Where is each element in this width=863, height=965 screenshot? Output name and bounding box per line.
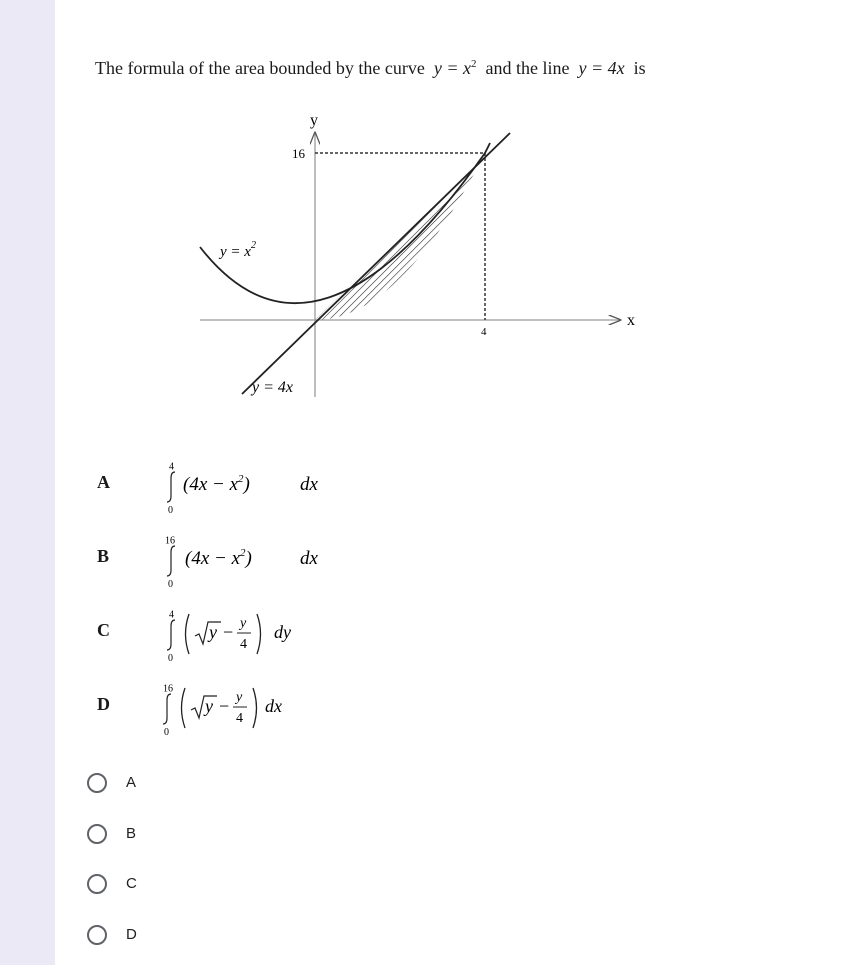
minus-sign: − — [219, 696, 230, 716]
differential: dx — [265, 696, 282, 716]
choice-c[interactable] — [84, 872, 384, 902]
differential: dx — [300, 474, 318, 495]
line-label: y = 4x — [252, 379, 293, 396]
line-4x — [242, 133, 510, 394]
close-paren: ) — [243, 474, 250, 495]
right-paren — [253, 688, 257, 728]
upper-limit: 16 — [163, 683, 173, 695]
option-c-formula — [157, 606, 417, 666]
choice-label: A — [126, 774, 137, 791]
minus-sign: − — [223, 622, 234, 642]
question-prefix: The formula of the area bounded by the curve — [95, 58, 425, 78]
frac-den: 4 — [240, 637, 247, 652]
x-axis-label: x — [627, 312, 635, 329]
exponent: 2 — [240, 547, 246, 559]
choice-label: D — [126, 926, 137, 943]
shaded-region — [315, 153, 485, 320]
sqrt-sign — [195, 622, 221, 644]
left-paren — [182, 688, 186, 728]
close-paren: ) — [245, 548, 252, 569]
differential: dx — [300, 548, 318, 569]
option-letter: A — [97, 472, 110, 492]
choice-label: C — [126, 875, 137, 892]
x-tick-4: 4 — [481, 326, 487, 338]
svg-text:(4x − x2) — [183, 473, 250, 495]
upper-limit: 4 — [169, 461, 174, 473]
integral-sign — [167, 472, 175, 502]
curve-label: $y = x^2$ — [220, 240, 256, 260]
area-graph — [190, 105, 650, 405]
radio-circle-icon[interactable] — [87, 824, 107, 844]
lower-limit: 0 — [168, 505, 173, 516]
integral-sign — [167, 546, 175, 576]
option-letter: D — [97, 694, 110, 714]
parabola-curve — [200, 143, 490, 303]
curve-eq-y: y — [433, 58, 442, 78]
upper-limit: 4 — [169, 609, 174, 621]
lower-limit: 0 — [168, 579, 173, 590]
choice-label: B — [126, 825, 137, 842]
right-paren — [257, 614, 261, 654]
radio-circle-icon[interactable] — [87, 874, 107, 894]
frac-num: y — [240, 616, 247, 631]
sqrt-sign — [191, 696, 217, 718]
option-a-formula — [157, 458, 417, 518]
integrand: (4x − x — [185, 548, 241, 569]
lower-limit: 0 — [164, 727, 169, 738]
frac-num: y — [236, 690, 243, 705]
integrand: (4x − x — [183, 474, 239, 495]
line-eq: y = 4x — [578, 58, 625, 78]
curve-eq-exp: 2 — [471, 58, 477, 70]
question-text — [95, 58, 646, 79]
choice-a[interactable] — [84, 771, 384, 801]
option-letter: B — [97, 546, 110, 566]
y-tick-16: 16 — [292, 146, 305, 161]
question-middle: and the line — [485, 58, 570, 78]
frac-den: 4 — [236, 711, 243, 726]
lower-limit: 0 — [168, 653, 173, 664]
choice-b[interactable] — [84, 822, 384, 852]
option-b-formula — [157, 532, 417, 592]
exponent: 2 — [238, 473, 244, 485]
integral-sign — [163, 694, 171, 724]
curve-eq-rhs: = x — [446, 58, 472, 78]
question-suffix: is — [633, 58, 646, 78]
radio-circle-icon[interactable] — [87, 773, 107, 793]
y-axis-label: y — [310, 112, 318, 129]
option-d-formula — [157, 680, 417, 740]
left-paren — [186, 614, 190, 654]
integral-sign — [167, 620, 175, 650]
choice-d[interactable] — [84, 923, 384, 953]
option-letter: C — [97, 620, 110, 640]
sqrt-var: y — [209, 622, 217, 642]
upper-limit: 16 — [165, 535, 175, 547]
sqrt-var: y — [205, 696, 213, 716]
svg-text:(4x − x2) — [185, 547, 252, 569]
differential: dy — [274, 622, 291, 642]
radio-circle-icon[interactable] — [87, 925, 107, 945]
